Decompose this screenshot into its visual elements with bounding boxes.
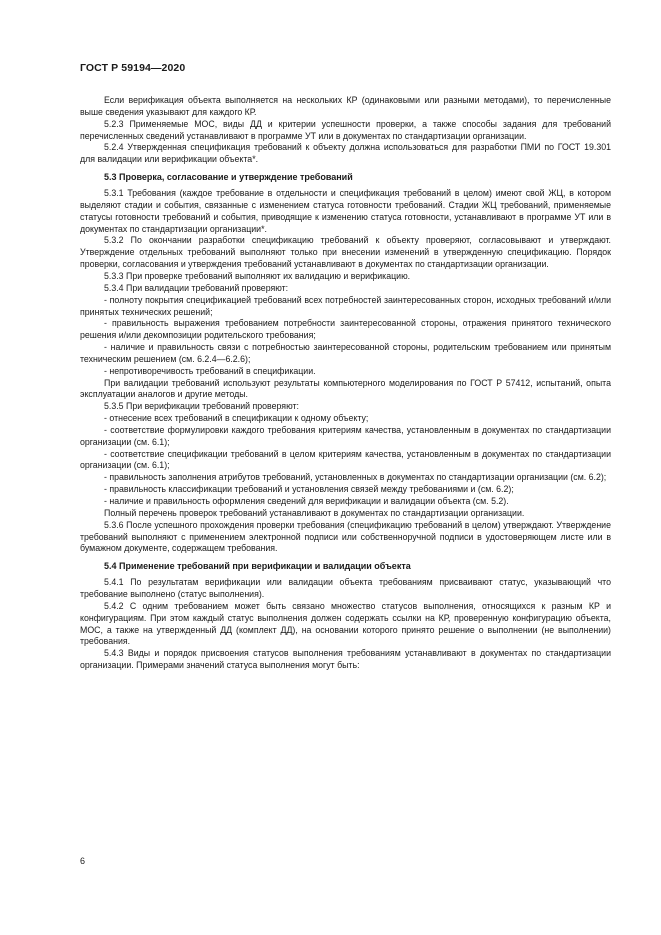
section-heading: 5.4 Применение требований при верификации и валидации объекта [104,561,411,572]
paragraph: - соответствие спецификации требований в целом критериям качества, установленным в документах по стандартизации организации (см. 6.1); [80,448,611,471]
paragraph: Полный перечень проверок требований устанавливают в документах по стандартизации организации. [104,507,525,518]
paragraph: Если верификация объекта выполняется на нескольких КР (одинаковыми или разными методами), то перечисленные выше сведения указывают для каждого КР. [80,95,611,117]
paragraph: - соответствие формулировки каждого требования критериям качества, установленным в документах по стандартизации организации (см. 6.1); [80,424,611,447]
paragraph: 5.4.1 По результатам верификации или валидации объекта требованиям присваивают статус, указывающий что требование выполнено (статус выполнения). [80,577,611,600]
paragraph: - правильность выражения требованием потребности заинтересованной стороны, отражения принятого технического решения и/или декомпозиции родительского требования; [80,318,611,341]
paragraph: - правильность классификации требований и установления связей между требованиями и (см. 6.2); [104,484,514,495]
section-heading: 5.3 Проверка, согласование и утверждение требований [104,172,353,183]
paragraph: - наличие и правильность связи с потребностью заинтересованной стороны, родительским требованием или принятым техническим решением (см. 6.2.4—6.2.6); [80,342,611,364]
paragraph: - наличие и правильность оформления сведений для верификации и валидации объекта (см. 5.2). [104,496,509,506]
paragraph: 5.2.4 Утвержденная спецификация требований к объекту должна использоваться для разработки ПМИ по ГОСТ 19.301 для валидации или верификации объекта*. [80,142,611,165]
paragraph: 5.3.3 При проверке требований выполняют их валидацию и верификацию. [104,270,411,281]
paragraph: 5.3.5 При верификации требований проверяют: [104,401,299,412]
paragraph: 5.2.3 Применяемые МОС, виды ДД и критерии успешности проверки, а также способы задания для требований перечисленных сведений устанавливают в программе УТ или в документах по стандартизации организации. [80,118,611,141]
paragraph: - отнесение всех требований в спецификации к одному объекту; [104,413,369,424]
paragraph: 5.3.4 При валидации требований проверяют: [104,282,289,293]
paragraph: 5.4.2 С одним требованием может быть связано множество статусов выполнения, относящихся к разным КР и конфигурациям. При этом каждый статус выполнения должен содержать ссылки на КР, проверенную конфигурацию объекта, МОС, а также на утвержденный ДД (комплект ДД), на основании которого принято решение о выполнении (не выполнении) требования. [80,600,611,647]
paragraph: 5.3.6 После успешного прохождения проверки требования (спецификацию требований в целом) утверждают. Утверждение требований выполняют с применением электронной подписи или собственноручной подписи в удостоверяющем листе или в бумажном документе, содержащем требования. [80,519,611,554]
paragraph: 5.3.2 По окончании разработки спецификацию требований к объекту проверяют, согласовывают и утверждают. Утверждение отдельных требований выполняют только при внесении изменений в утвержденную спецификацию. Порядок проверки, согласования и утверждения требований устанавливают в документах по стандартизации организации. [80,235,611,270]
document-code-header: ГОСТ Р 59194—2020 [80,62,186,74]
paragraph: - правильность заполнения атрибутов требований, установленных в документах по стандартизации организации (см. 6.2); [104,472,607,483]
paragraph: - полноту покрытия спецификацией требований всех потребностей заинтересованных сторон, исходных требований и/или принятых технических решений; [80,294,611,317]
paragraph: 5.3.1 Требования (каждое требование в отдельности и спецификация требований в целом) имеют свой ЖЦ, в котором выделяют стадии и события, связанные с изменением статуса готовности требований. Стадии ЖЦ требований, применяемые статусы готовности требований и события, приводящие к изменению статуса готовности, устанавливают в программе УТ или в документах по стандартизации организации*. [80,188,611,234]
paragraph: При валидации требований используют результаты компьютерного моделирования по ГОСТ Р 57412, испытаний, опыта эксплуатации аналогов и другие методы. [80,377,611,400]
paragraph: - непротиворечивость требований в спецификации. [104,365,316,376]
paragraph: 5.4.3 Виды и порядок присвоения статусов выполнения требованиям устанавливают в документах по стандартизации организации. Примерами значений статуса выполнения могут быть: [80,648,611,671]
document-body [80,95,611,672]
page-number: 6 [80,856,86,866]
